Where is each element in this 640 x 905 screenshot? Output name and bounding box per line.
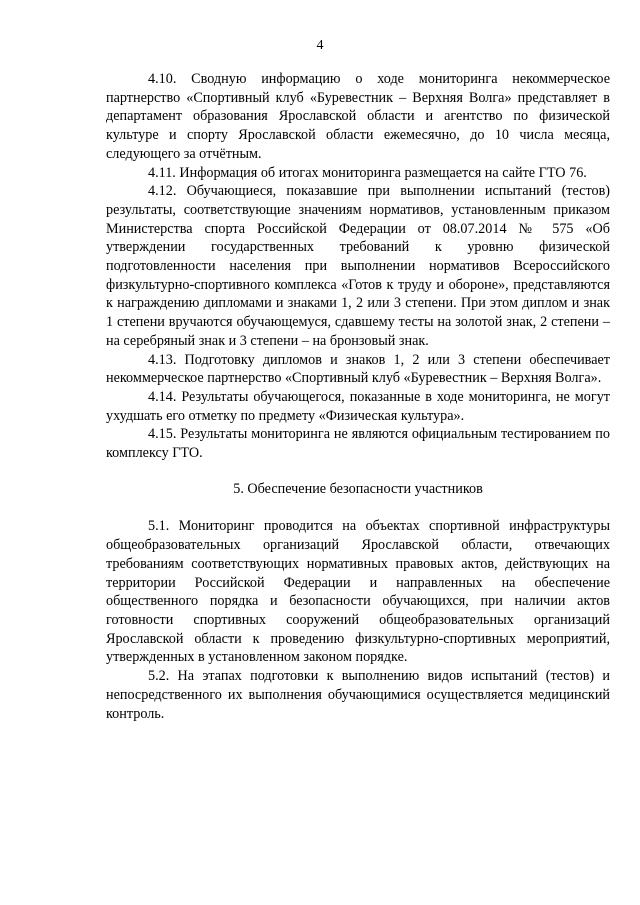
paragraph-4-14: 4.14. Результаты обучающегося, показанные в ходе мониторинга, не могут ухудшать его отметку по предмету «Физическая культура». xyxy=(106,388,610,424)
paragraph-5-2: 5.2. На этапах подготовки к выполнению видов испытаний (тестов) и непосредственного их выполнения обучающимися осуществляется медицинский контроль. xyxy=(106,668,610,722)
paragraph-4-11: 4.11. Информация об итогах мониторинга размещается на сайте ГТО 76. xyxy=(148,164,587,181)
paragraph-4-10: 4.10. Сводную информацию о ходе мониторинга некоммерческое партнерство «Спортивный клуб «Буревестник – Верхняя Волга» представляет в департамент образования Ярославской области и агентство по физической культуре и спорту Ярославской области ежемесячно, до 10 числа месяца, следующего за отчётным. xyxy=(106,71,610,162)
paragraph-5-1: 5.1. Мониторинг проводится на объектах спортивной инфраструктуры общеобразовательных организаций Ярославской области, отвечающих требованиям соответствующих нормативных правовых актов, действующих на территории Российской Федерации и направленных на обеспечение общественного порядка и безопасности обучающихся, при наличии актов готовности спортивных сооружений общеобразовательных организаций Ярославской области к проведению физкультурно-спортивных мероприятий, утвержденных в установленном законом порядке. xyxy=(106,518,610,666)
paragraph-4-13: 4.13. Подготовку дипломов и знаков 1, 2 или 3 степени обеспечивает некоммерческое партнерство «Спортивный клуб «Буревестник – Верхняя Волга». xyxy=(106,351,610,387)
page-number: 4 xyxy=(316,38,324,53)
section-title: 5. Обеспечение безопасности участников xyxy=(233,480,483,497)
document-body xyxy=(106,70,610,723)
paragraph-4-12: 4.12. Обучающиеся, показавшие при выполнении испытаний (тестов) результаты, соответствующие значениям нормативов, установленным приказом Министерства спорта Российской Федерации от 08.07.2014 № 575 «Об утверждении государственных требований к уровню физической подготовленности населения при выполнении нормативов Всероссийского физкультурно-спортивного комплекса «Готов к труду и обороне», представляются к награждению дипломами и знаками 1, 2 или 3 степени. При этом диплом и знак 1 степени вручаются обучающемуся, сдавшему тесты на золотой знак, 2 степени – на серебряный знак и 3 степени – на бронзовый знак. xyxy=(106,183,610,349)
paragraph-4-15: 4.15. Результаты мониторинга не являются официальным тестированием по комплексу ГТО. xyxy=(106,426,610,462)
